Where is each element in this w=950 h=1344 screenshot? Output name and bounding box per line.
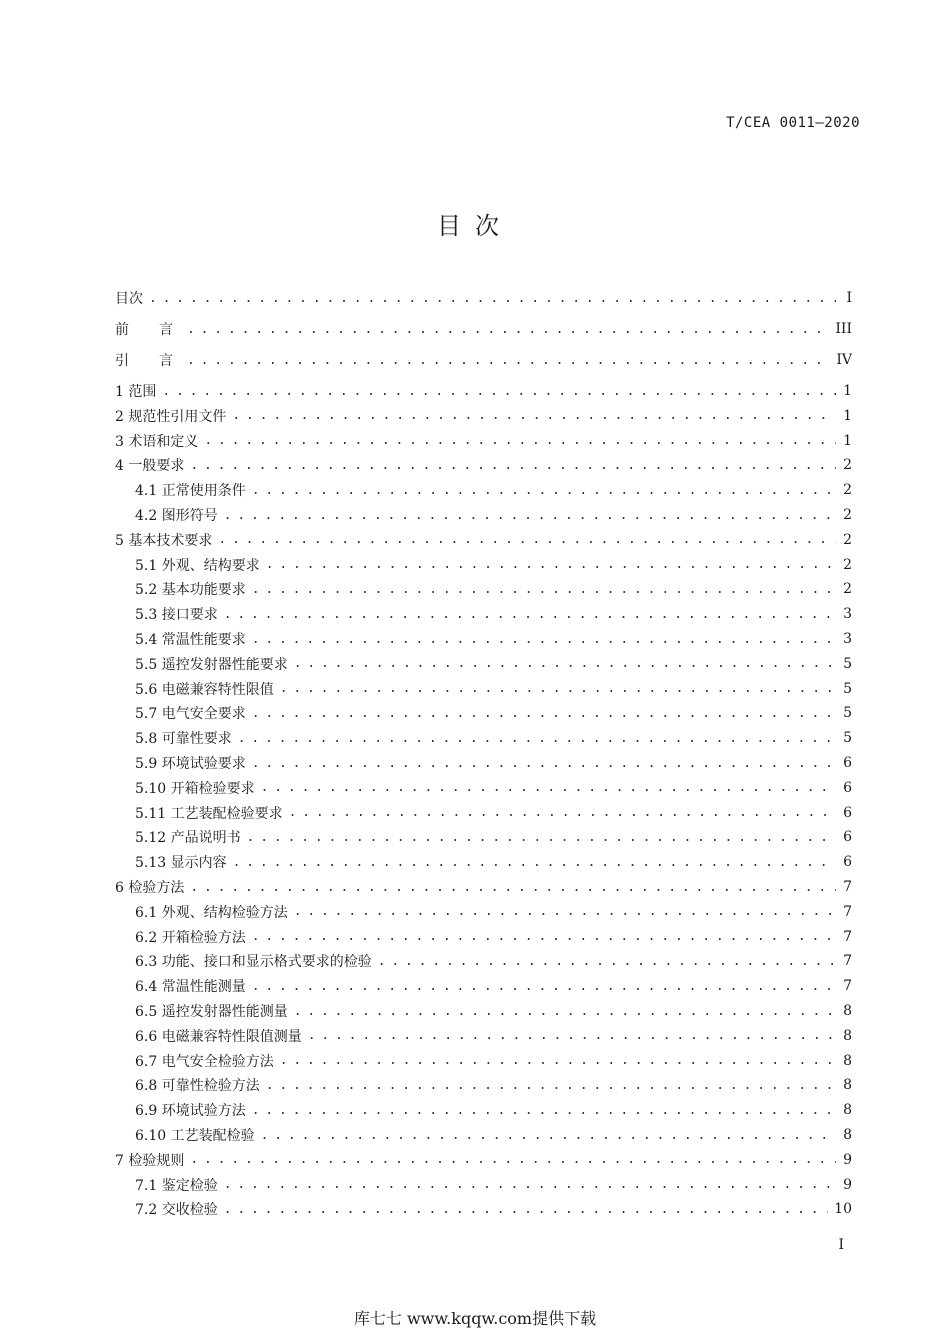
toc-entry-page: 6 bbox=[843, 829, 852, 846]
toc-dot-leader bbox=[224, 508, 836, 523]
toc-entry-label: 引 言 bbox=[115, 353, 181, 369]
toc-entry-page: 6 bbox=[843, 755, 852, 771]
toc-dot-leader bbox=[247, 830, 836, 845]
toc-dot-leader bbox=[187, 322, 829, 337]
toc-entry[interactable] bbox=[115, 900, 852, 924]
toc-entry-label: 6.8 可靠性检验方法 bbox=[135, 1078, 260, 1095]
toc-entry-page: 5 bbox=[843, 655, 852, 672]
toc-entry-page: 7 bbox=[843, 879, 852, 895]
toc-entry-label: 5.10 开箱检验要求 bbox=[135, 780, 255, 797]
toc-dot-leader bbox=[252, 582, 836, 597]
toc-entry-page: 2 bbox=[843, 482, 852, 499]
page-number: I bbox=[838, 1237, 844, 1253]
toc-entry-page: 9 bbox=[843, 1151, 852, 1168]
toc-entry[interactable] bbox=[115, 317, 852, 341]
toc-dot-leader bbox=[294, 1004, 836, 1019]
toc-entry-label: 6.10 工艺装配检验 bbox=[135, 1128, 255, 1144]
toc-dot-leader bbox=[233, 855, 836, 870]
toc-dot-leader bbox=[280, 1053, 836, 1068]
toc-entry-page: 2 bbox=[843, 457, 852, 474]
toc-entry-label: 5.2 基本功能要求 bbox=[135, 582, 246, 599]
toc-entry-page: 3 bbox=[843, 631, 852, 647]
toc-entry-label: 5.8 可靠性要求 bbox=[135, 731, 232, 748]
toc-entry[interactable] bbox=[115, 1197, 852, 1221]
toc-entry[interactable] bbox=[115, 379, 852, 403]
toc-entry[interactable] bbox=[115, 478, 852, 502]
toc-dot-leader bbox=[261, 780, 836, 795]
toc-entry[interactable] bbox=[115, 751, 852, 775]
toc-entry[interactable] bbox=[115, 577, 852, 601]
toc-dot-leader bbox=[252, 1103, 836, 1118]
document-code: T/CEA 0011—2020 bbox=[726, 115, 860, 131]
toc-entry-label: 5 基本技术要求 bbox=[115, 532, 213, 549]
toc-entry-page: 8 bbox=[843, 1027, 852, 1044]
toc-entry-page: 1 bbox=[843, 407, 852, 424]
toc-entry-page: 6 bbox=[843, 854, 852, 871]
toc-entry-page: 1 bbox=[843, 383, 852, 399]
toc-entry[interactable] bbox=[115, 286, 852, 310]
toc-entry-label: 4.2 图形符号 bbox=[135, 508, 218, 524]
toc-entry[interactable] bbox=[115, 348, 852, 372]
toc-entry-page: 10 bbox=[834, 1201, 852, 1218]
toc-dot-leader bbox=[378, 954, 836, 969]
toc-dot-leader bbox=[280, 681, 836, 696]
toc-entry[interactable] bbox=[115, 776, 852, 800]
toc-dot-leader bbox=[232, 408, 836, 423]
toc-dot-leader bbox=[266, 1078, 836, 1093]
toc-entry[interactable] bbox=[115, 652, 852, 676]
toc-entry[interactable] bbox=[115, 602, 852, 626]
toc-dot-leader bbox=[224, 1177, 836, 1192]
toc-entry-page: 3 bbox=[843, 606, 852, 623]
toc-entry-label: 7 检验规则 bbox=[115, 1152, 185, 1169]
toc-entry-page: 8 bbox=[843, 1077, 852, 1094]
toc-entry-label: 6.1 外观、结构检验方法 bbox=[135, 904, 288, 921]
toc-entry-page: 5 bbox=[843, 705, 852, 722]
toc-entry-page: 7 bbox=[843, 978, 852, 995]
toc-dot-leader bbox=[261, 1128, 836, 1143]
toc-entry[interactable] bbox=[115, 627, 852, 651]
toc-entry-page: I bbox=[846, 290, 852, 306]
toc-dot-leader bbox=[252, 756, 836, 771]
toc-dot-leader bbox=[190, 880, 836, 895]
toc-entry-page: 7 bbox=[843, 903, 852, 920]
toc-dot-leader bbox=[289, 805, 836, 820]
toc-entry[interactable] bbox=[115, 726, 852, 750]
toc-entry-label: 6.4 常温性能测量 bbox=[135, 979, 246, 996]
toc-entry[interactable] bbox=[115, 825, 852, 849]
toc-entry-page: 6 bbox=[843, 804, 852, 821]
toc-entry[interactable] bbox=[115, 429, 852, 453]
toc-dot-leader bbox=[266, 557, 836, 572]
toc-entry[interactable] bbox=[115, 1123, 852, 1147]
toc-entry[interactable] bbox=[115, 925, 852, 949]
toc-entry-label: 3 术语和定义 bbox=[115, 433, 199, 450]
download-footer: 库七七 www.kqqw.com提供下载 bbox=[353, 1309, 597, 1328]
toc-entry[interactable] bbox=[115, 553, 852, 577]
toc-entry-label: 5.12 产品说明书 bbox=[135, 830, 241, 847]
toc-entry[interactable] bbox=[115, 503, 852, 527]
toc-entry-page: 7 bbox=[843, 928, 852, 945]
toc-entry-page: IV bbox=[836, 352, 852, 368]
toc-entry-page: 1 bbox=[843, 432, 852, 449]
toc-dot-leader bbox=[218, 532, 836, 547]
toc-entry[interactable] bbox=[115, 1073, 852, 1097]
toc-entry[interactable] bbox=[115, 404, 852, 428]
toc-entry[interactable] bbox=[115, 875, 852, 899]
toc-entry[interactable] bbox=[115, 974, 852, 998]
toc-entry-page: 2 bbox=[843, 556, 852, 573]
toc-dot-leader bbox=[252, 483, 836, 498]
toc-entry[interactable] bbox=[115, 453, 852, 477]
toc-entry-page: 6 bbox=[843, 779, 852, 796]
toc-entry[interactable] bbox=[115, 1049, 852, 1073]
toc-entry-label: 5.5 遥控发射器性能要求 bbox=[135, 656, 288, 673]
toc-entry-label: 5.1 外观、结构要求 bbox=[135, 557, 260, 574]
toc-entry-page: 9 bbox=[843, 1176, 852, 1193]
toc-entry-label: 6.5 遥控发射器性能测量 bbox=[135, 1004, 288, 1020]
toc-entry-page: 2 bbox=[843, 507, 852, 523]
toc-entry-label: 6 检验方法 bbox=[115, 880, 185, 896]
toc-entry-label: 7.2 交收检验 bbox=[135, 1202, 218, 1219]
toc-entry[interactable] bbox=[115, 528, 852, 552]
toc-entry-label: 4 一般要求 bbox=[115, 458, 185, 475]
toc-dot-leader bbox=[294, 904, 836, 919]
toc-entry-label: 6.3 功能、接口和显示格式要求的检验 bbox=[135, 954, 372, 971]
toc-entry-label: 6.2 开箱检验方法 bbox=[135, 929, 246, 946]
toc-dot-leader bbox=[224, 607, 836, 622]
toc-dot-leader bbox=[252, 979, 836, 994]
toc-entry-label: 6.7 电气安全检验方法 bbox=[135, 1053, 274, 1070]
toc-dot-leader bbox=[294, 656, 836, 671]
toc-dot-leader bbox=[224, 1202, 828, 1217]
toc-entry[interactable] bbox=[115, 1098, 852, 1122]
toc-dot-leader bbox=[252, 706, 836, 721]
toc-entry-label: 5.9 环境试验要求 bbox=[135, 756, 246, 772]
toc-dot-leader bbox=[149, 291, 836, 306]
toc-entry[interactable] bbox=[115, 677, 852, 701]
toc-dot-leader bbox=[238, 731, 836, 746]
toc-entry-label: 5.6 电磁兼容特性限值 bbox=[135, 681, 274, 698]
toc-entry[interactable] bbox=[115, 801, 852, 825]
toc-entry-label: 5.4 常温性能要求 bbox=[135, 632, 246, 648]
toc-entry-label: 2 规范性引用文件 bbox=[115, 408, 227, 425]
toc-entry-label: 1 范围 bbox=[115, 384, 157, 400]
toc-entry-page: 7 bbox=[843, 953, 852, 970]
toc-entry-label: 5.13 显示内容 bbox=[135, 855, 227, 872]
toc-dot-leader bbox=[204, 433, 836, 448]
toc-entry-label: 前 言 bbox=[115, 322, 181, 338]
toc-entry-label: 5.3 接口要求 bbox=[135, 607, 218, 624]
toc-dot-leader bbox=[308, 1028, 836, 1043]
page-title: 目次 bbox=[437, 212, 513, 240]
toc-entry[interactable] bbox=[115, 949, 852, 973]
toc-dot-leader bbox=[162, 384, 836, 399]
toc-entry-label: 5.11 工艺装配检验要求 bbox=[135, 805, 283, 822]
toc-entry-page: 8 bbox=[843, 1003, 852, 1019]
toc-entry-label: 4.1 正常使用条件 bbox=[135, 483, 246, 500]
toc-entry-page: 5 bbox=[843, 680, 852, 697]
toc-entry-page: III bbox=[835, 321, 852, 337]
toc-entry-label: 6.9 环境试验方法 bbox=[135, 1103, 246, 1120]
toc-entry-page: 8 bbox=[843, 1052, 852, 1069]
toc-entry[interactable] bbox=[115, 701, 852, 725]
toc-entry-label: 5.7 电气安全要求 bbox=[135, 706, 246, 723]
toc-entry-label: 7.1 鉴定检验 bbox=[135, 1177, 218, 1194]
toc-entry-label: 目次 bbox=[115, 291, 143, 307]
toc-dot-leader bbox=[252, 929, 836, 944]
toc-entry[interactable] bbox=[115, 999, 852, 1023]
toc-dot-leader bbox=[190, 1152, 836, 1167]
toc-entry-page: 2 bbox=[843, 531, 852, 548]
toc-entry[interactable] bbox=[115, 1024, 852, 1048]
toc-entry-page: 5 bbox=[843, 730, 852, 747]
toc-entry[interactable] bbox=[115, 1173, 852, 1197]
toc-dot-leader bbox=[187, 353, 830, 368]
toc-entry-page: 2 bbox=[843, 581, 852, 598]
toc-entry[interactable] bbox=[115, 850, 852, 874]
toc-entry-label: 6.6 电磁兼容特性限值测量 bbox=[135, 1028, 302, 1045]
toc-entry-page: 8 bbox=[843, 1102, 852, 1119]
toc-entry[interactable] bbox=[115, 1148, 852, 1172]
toc-entry-page: 8 bbox=[843, 1127, 852, 1143]
toc-dot-leader bbox=[190, 458, 836, 473]
toc-dot-leader bbox=[252, 632, 836, 647]
